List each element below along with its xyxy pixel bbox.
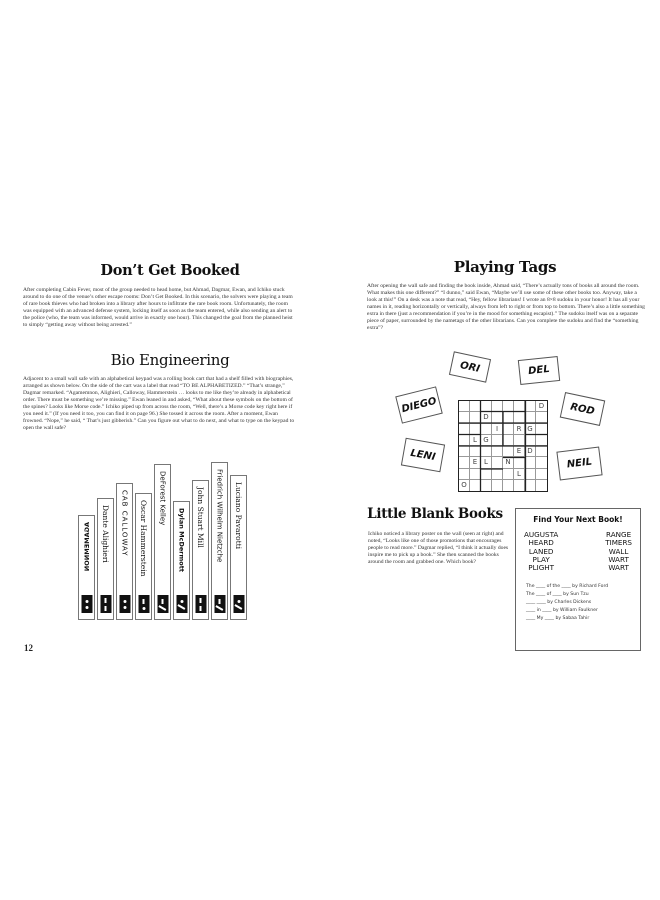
sudoku-cell <box>459 412 470 423</box>
section-title-dont-get-booked: Don’t Get Booked <box>100 262 240 279</box>
sudoku-cell <box>470 480 481 491</box>
sudoku-cell: L <box>514 469 525 480</box>
library-poster <box>515 508 641 651</box>
book-spine <box>173 501 190 620</box>
nametag: ORI <box>449 351 491 382</box>
book-title: Friedrich Wilhelm Nietzche <box>215 469 224 563</box>
sudoku-cell: L <box>481 457 492 468</box>
sudoku-cell <box>536 424 547 435</box>
sudoku-cell <box>503 424 514 435</box>
sudoku-cell <box>492 469 503 480</box>
sudoku-cell <box>514 401 525 412</box>
sudoku-cell: D <box>481 412 492 423</box>
morse-symbol-icon <box>233 595 244 613</box>
sudoku-cell <box>536 412 547 423</box>
sudoku-cell <box>536 469 547 480</box>
book-title: Dante Alighieri <box>101 505 110 563</box>
sudoku-cell <box>470 446 481 457</box>
morse-symbol-icon <box>195 595 206 613</box>
sudoku-cell <box>492 401 503 412</box>
sudoku-cell <box>503 469 514 480</box>
sudoku-cell <box>503 412 514 423</box>
sudoku-cell <box>492 446 503 457</box>
poster-clue: The ____ of the ____ by Richard Ford <box>526 584 609 589</box>
nametag: NEIL <box>556 446 602 480</box>
book-spine <box>78 515 95 620</box>
poster-word: WALL <box>608 546 629 556</box>
sudoku-cell <box>481 446 492 457</box>
sudoku-cell <box>459 457 470 468</box>
sudoku-cell <box>536 435 547 446</box>
sudoku-cell <box>459 401 470 412</box>
sudoku-cell: G <box>525 424 536 435</box>
morse-symbol-icon <box>176 595 187 613</box>
poster-clue: The ____ of ____ by Sun Tzu <box>526 592 589 597</box>
book-title: DeForest Kelley <box>158 471 167 526</box>
sudoku-cell <box>503 401 514 412</box>
book-title: CAB CALLOWAY <box>120 490 129 557</box>
book-spine <box>192 480 209 620</box>
morse-symbol-icon <box>214 595 225 613</box>
sudoku-cell: I <box>492 424 503 435</box>
poster-word: WART <box>608 554 629 564</box>
book-spine <box>135 493 152 620</box>
poster-clue: ____ ____ by Charles Dickens <box>526 600 592 605</box>
sudoku-cell: D <box>525 446 536 457</box>
sudoku-cell <box>536 457 547 468</box>
sudoku-cell <box>536 446 547 457</box>
poster-word: RANGE <box>606 530 632 539</box>
poster-word: HEARD <box>528 538 554 548</box>
sudoku-cell <box>525 412 536 423</box>
section-title-little-blank-books: Little Blank Books <box>367 506 503 522</box>
poster-word: LANED <box>528 546 554 556</box>
nametag: ROD <box>560 392 606 426</box>
poster-clues <box>526 583 634 623</box>
book-shelf <box>78 455 253 620</box>
sudoku-cell: O <box>459 480 470 491</box>
sudoku-cell <box>503 435 514 446</box>
poster-word: PLAY <box>532 554 550 564</box>
sudoku-cell: N <box>503 457 514 468</box>
book-title: John Stuart Mill <box>196 487 205 548</box>
book-spine <box>116 483 133 620</box>
poster-word: WART <box>608 563 629 573</box>
sudoku-cell <box>514 435 525 446</box>
sudoku-cell <box>536 480 547 491</box>
section-body-playing-tags: After opening the wall safe and finding the book inside, Ahmad said, “There’s actually tons of books all around the room. What makes this one different?” “I dunno,” said Ewan, “Maybe we’ll use some of these other books too. Anyway, take a look at this!” On a desk was a note that read, “Hey, fellow librarians! I wrote an 8×8 sudoku in your honor! It has all your names in it, reading horizontally or vertically, always from left to right or from top to bottom. There’s also a little something extra in there (just a recommendation if you’re in the mood for something escapist).” The sudoku itself was on a separate piece of paper, surrounded by the nametags of the other librarians. Can you complete the sudoku and find the “something extra”? <box>367 283 645 332</box>
sudoku-cell <box>459 435 470 446</box>
sudoku-cell <box>481 469 492 480</box>
sudoku-cell <box>525 457 536 468</box>
sudoku-cell <box>470 469 481 480</box>
morse-symbol-icon <box>119 595 130 613</box>
book-spine <box>97 498 114 620</box>
sudoku-cell <box>470 401 481 412</box>
sudoku-cell <box>492 412 503 423</box>
poster-clue: ____ in ____ by William Faulkner <box>526 608 598 613</box>
sudoku-cell <box>525 480 536 491</box>
morse-symbol-icon <box>138 595 149 613</box>
poster-word: AUGUSTA <box>524 530 559 539</box>
sudoku-cell <box>514 457 525 468</box>
section-body-little-blank-books: Ichiko noticed a library poster on the wall (seen at right) and noted, “Looks like one of those promotions that encourages people to read more.” Dagmar replied, “I think it actually does inspire me to pick up a book.” She then scanned the books around the room and grabbed one. Which book? <box>368 531 509 566</box>
sudoku-cell <box>525 401 536 412</box>
sudoku-cell <box>470 424 481 435</box>
sudoku-cell <box>514 412 525 423</box>
sudoku-cell: G <box>481 435 492 446</box>
morse-symbol-icon <box>100 595 111 613</box>
sudoku-cell <box>492 457 503 468</box>
sudoku-cell <box>492 480 503 491</box>
poster-word: TIMERS <box>605 538 632 548</box>
sudoku-grid <box>458 400 548 492</box>
sudoku-cell <box>470 412 481 423</box>
poster-word-columns <box>524 531 632 572</box>
section-body-dont-get-booked: After completing Cabin Fever, most of the group needed to head home, but Ahmad, Dagmar, Ewan, and Ichiko stuck around to do one of the venue’s other escape rooms: Don’t Get Booked. In this scenario, the solvers were playing a team of rare book thieves who had broken into a library after hours to infiltrate the rare book room. Unfortunately, the room was equipped with an advanced defense system, locking itself as soon as the team entered, while also sending an alert to the police (who, the team was informed, would arrive in exactly one hour). This changed the goal from the planned heist to simply “getting away without being arrested.” <box>23 287 293 329</box>
sudoku-cell: L <box>470 435 481 446</box>
section-title-bio-engineering: Bio Engineering <box>110 351 230 369</box>
book-title: Luciano Pavarotti <box>234 482 243 550</box>
nametag: DIEGO <box>395 386 443 423</box>
book-spine <box>154 464 171 620</box>
sudoku-cell <box>525 435 536 446</box>
poster-column-right <box>605 531 632 572</box>
sudoku-cell <box>525 469 536 480</box>
section-title-playing-tags: Playing Tags <box>453 258 557 276</box>
poster-word: PLIGHT <box>528 563 555 573</box>
sudoku-cell <box>481 401 492 412</box>
book-spine <box>230 475 247 620</box>
morse-symbol-icon <box>81 595 92 613</box>
sudoku-cell <box>459 446 470 457</box>
section-body-bio-engineering: Adjacent to a small wall safe with an alphabetical keypad was a rolling book cart that had a shelf filled with biographies, arranged as shown below. On the side of the cart was a label that read “TO BE ALPHABETIZED.” “That’s strange,” Dagmar remarked. “Agamemnon, Alighieri, Calloway, Hammerstein … looks to me like they’re already in alphabetical order. There must be something we’re missing.” Ewan leaned in and asked, “What about these symbols on the bottom of the spines? Looks like Morse code.” Ichiko piped up from across the room, “Well, there’s a Morse code key right here if you need it.” (If you need it too, you can find it on page 96.) She tossed it across the room. After a moment, Ewan frowned. “Nope,” he said, “ That’s just gibberish.” Can you figure out what to do next, and what to type on the keypad to open the wall safe? <box>23 376 295 432</box>
sudoku-cell: E <box>470 457 481 468</box>
sudoku-cell: E <box>514 446 525 457</box>
sudoku-cell: D <box>536 401 547 412</box>
sudoku-cell <box>503 446 514 457</box>
poster-title: Find Your Next Book! <box>533 515 623 524</box>
sudoku-cell <box>481 480 492 491</box>
sudoku-cell <box>503 480 514 491</box>
book-title: AGAMEMNON <box>82 522 91 572</box>
book-title: Dylan McDermott <box>177 508 186 572</box>
book-title: Oscar Hammerstein <box>139 500 148 577</box>
sudoku-cell <box>492 435 503 446</box>
sudoku-cell <box>514 480 525 491</box>
page-number-left: 12 <box>24 643 33 653</box>
poster-column-left <box>524 531 558 572</box>
sudoku-cell <box>459 424 470 435</box>
book-spine <box>211 462 228 620</box>
morse-symbol-icon <box>157 595 168 613</box>
nametag: LENI <box>401 438 445 473</box>
nametag: DEL <box>518 356 560 385</box>
sudoku-cell <box>481 424 492 435</box>
sudoku-cell <box>459 469 470 480</box>
poster-clue: ____ My ____ by Sabaa Tahir <box>526 616 590 621</box>
sudoku-cell: R <box>514 424 525 435</box>
